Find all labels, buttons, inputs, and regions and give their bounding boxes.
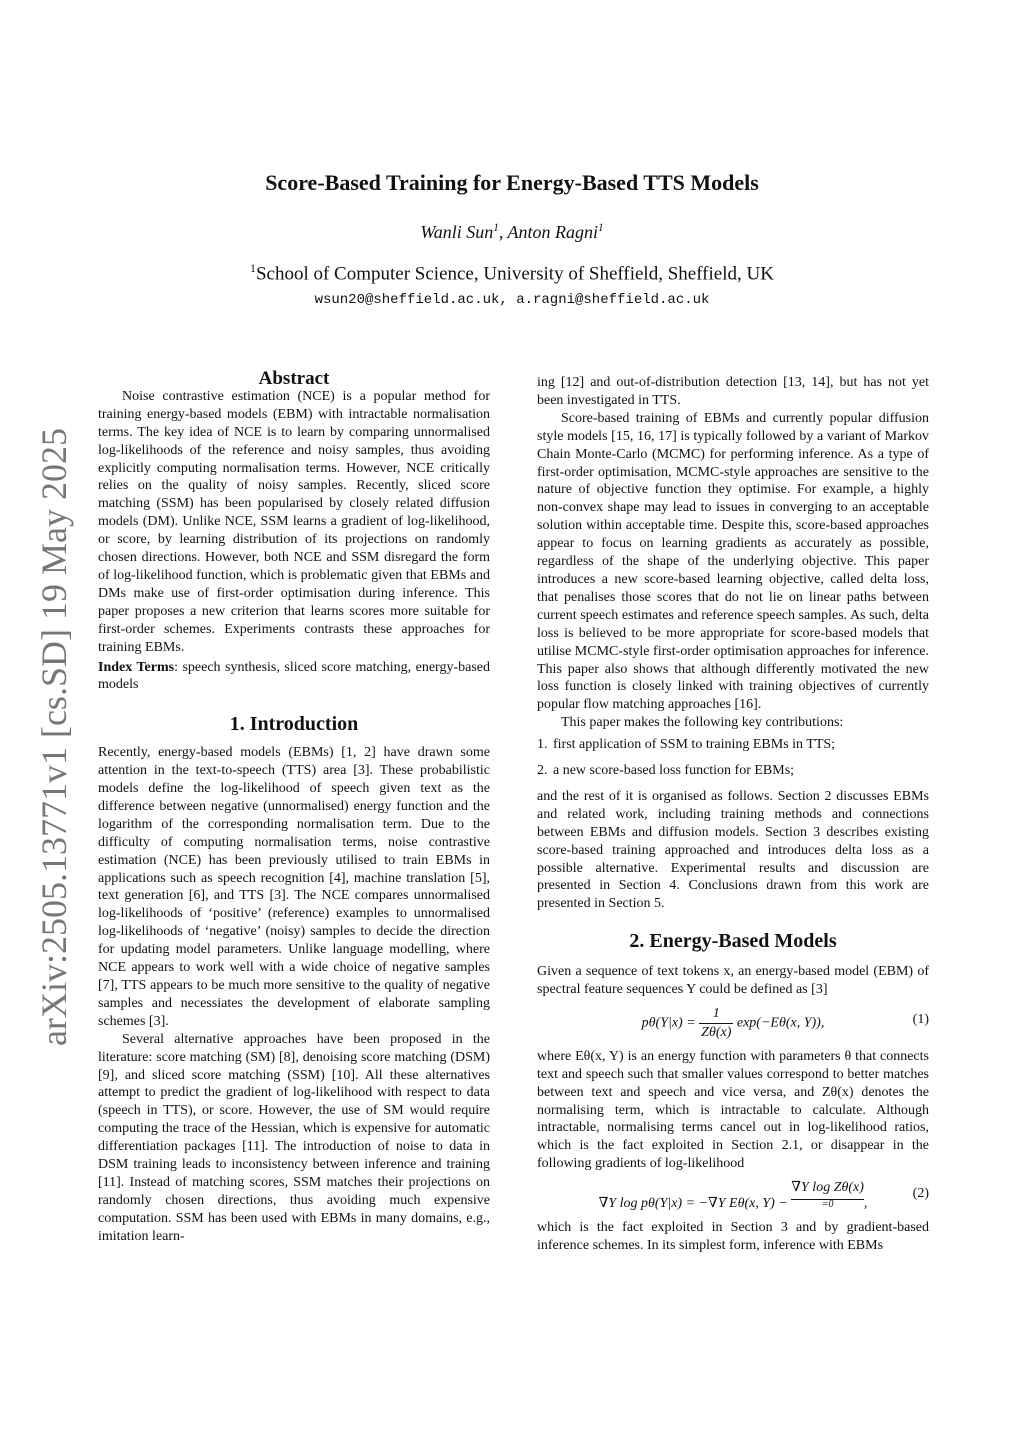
right-paragraph-1: Score-based training of EBMs and currently popular diffusion style models [15, 16, 17] is typically followed by a variant of Markov Chain Monte-Carlo (MCMC) for performing inference. As a type of first-order optimisation, MCMC-style approaches are sensitive to the nature of objective function they optimise. For example, a highly non-convex shape may lead to issues in converging to an acceptable solution within acceptable time. Despite this, score-based approaches appear to focus on learning gradients as accurately as possible, regardless of the shape of the underlying objective. This paper introduces a new score-based learning objective, called delta loss, that penalises those scores that do not lie on linear paths between current speech estimates and reference speech samples. As such, delta loss is believed to be more appropriate for score-based models that utilise MCMC-style first-order optimisation approaches for inference. This paper also shows that although differently motivated the new loss function is closely linked with training objectives of currently popular flow matching approaches [16]. bbox=[537, 410, 929, 713]
intro-paragraph-2: Several alternative approaches have been proposed in the literature: score matching (SM) [8], denoising score matching (DSM) [9], and sliced score matching (SSM) [10]. All these alternatives attempt to predict the gradient of log-likelihood with respect to data (speech in TTS), or score. However, the use of SM would require computing the trace of the Hessian, which is expensive for automatic differentiation packages [11]. The introduction of noise to data in DSM training leads to inconsistency between inference and training [11]. Instead of matching scores, SSM matches their projections on randomly chosen directions, thus avoiding much expensive computation. SSM has been used with EBMs in many domains, e.g., imitation learn- bbox=[98, 1031, 490, 1244]
contribution-text: a new score-based loss function for EBMs; bbox=[553, 763, 795, 779]
right-paragraph-4: Given a sequence of text tokens x, an energy-based model (EBM) of spectral feature sequences Y could be defined as [3] bbox=[537, 964, 929, 998]
arxiv-stamp bbox=[8, 410, 98, 1050]
eq1-lhs: pθ(Y|x) = bbox=[641, 1015, 700, 1031]
eq1-fraction bbox=[699, 1005, 733, 1042]
left-column bbox=[98, 370, 490, 1246]
eq2-tail: , bbox=[863, 1196, 868, 1212]
eq2-number: (2) bbox=[912, 1186, 929, 1202]
eq1-numerator: 1 bbox=[699, 1005, 733, 1024]
section-2-heading: 2. Energy-Based Models bbox=[629, 930, 837, 953]
eq1-rhs: exp(−Eθ(x, Y)), bbox=[736, 1015, 825, 1031]
contribution-item bbox=[537, 736, 929, 754]
eq2-brace-label: =0 bbox=[791, 1199, 864, 1210]
right-column bbox=[537, 374, 929, 1255]
author-1: Wanli Sun bbox=[420, 222, 494, 242]
eq1-denominator: Zθ(x) bbox=[701, 1024, 732, 1040]
eq2-brace-term: ∇Y log Zθ(x) bbox=[791, 1180, 864, 1196]
contributions-intro: This paper makes the following key contributions: bbox=[561, 715, 844, 731]
author-2: Anton Ragni bbox=[507, 222, 599, 242]
right-paragraph-6: which is the fact exploited in Section 3 and by gradient-based inference schemes. In its simplest form, inference with EBMs bbox=[537, 1219, 929, 1253]
section-1-heading: 1. Introduction bbox=[229, 713, 359, 736]
right-paragraph-0: ing [12] and out-of-distribution detection [13, 14], but has not yet been investigated in TTS. bbox=[537, 375, 929, 408]
author-2-affil: 1 bbox=[598, 222, 604, 234]
eq1-number: (1) bbox=[912, 1012, 929, 1027]
affiliation-mark: 1 bbox=[250, 262, 256, 275]
eq2-lhs: ∇Y log pθ(Y|x) = −∇Y Eθ(x, Y) − bbox=[598, 1196, 792, 1212]
eq2-underbrace bbox=[791, 1179, 864, 1210]
affiliation-text: School of Computer Science, University of Sheffield, Sheffield, UK bbox=[255, 263, 774, 285]
contribution-text: first application of SSM to training EBMs in TTS; bbox=[553, 737, 836, 753]
intro-paragraph-1: Recently, energy-based models (EBMs) [1, 2] have drawn some attention in the text-to-speech (TTS) area [3]. These probabilistic models define the log-likelihood of speech given text as the difference between negative (unnormalised) energy function and the logarithm of the corresponding normalisation term. Due to the difficulty of computing normalisation terms, noise contrastive estimation (NCE) has been previously utilised to train EBMs in applications such as speech recognition [4], machine translation [5], text generation [6], and TTS [3]. The NCE compares unnormalised log-likelihoods of ‘positive’ (reference) examples to unnormalised log-likelihoods of ‘negative’ (noisy) samples to decide the direction for updating model parameters. Unlike language modelling, where NCE appears to work well with a wide choice of negative samples [7], TTS appears to be much more sensitive to the quality of negative samples and necessiates the development of elaborate sampling schemes [3]. bbox=[98, 745, 490, 1029]
right-paragraph-5: where Eθ(x, Y) is an energy function with parameters θ that connects text and speech such that smaller values correspond to better matches between text and speech and vice versa, and Zθ(x) denotes the normalising term, which is intractable to calculate. Although intractable, normalising terms cancel out in log-likelihood ratios, which is the fact exploited in Section 2.1, or disappear in the following gradients of log-likelihood bbox=[537, 1048, 929, 1172]
arxiv-stamp-text: arXiv:2505.13771v1 [cs.SD] 19 May 2025 bbox=[34, 428, 74, 1046]
author-1-affil: 1 bbox=[493, 222, 499, 234]
equation-1 bbox=[537, 1005, 929, 1042]
contributions-list bbox=[537, 736, 929, 780]
index-terms bbox=[98, 659, 490, 695]
equation-2 bbox=[537, 1179, 929, 1213]
contribution-number: 2. bbox=[537, 763, 548, 779]
abstract-heading: Abstract bbox=[258, 368, 330, 389]
author-list bbox=[0, 222, 1024, 243]
abstract-body: Noise contrastive estimation (NCE) is a popular method for training energy-based models (EBM) with intractable normalisation terms. The key idea of NCE is to learn by comparing unnormalised log-likelihoods of the reference and noisy samples, thus avoiding explicitly computing normalisation terms. However, NCE critically relies on the quality of noisy samples. Recently, sliced score matching (SSM) has been popularised by closely related diffusion models (DM). Unlike NCE, SSM learns a gradient of log-likelihood, or score, by learning distribution of its projections on randomly chosen directions. However, both NCE and SSM disregard the form of log-likelihood function, which is problematic given that EBMs and DMs make use of first-order optimisation during inference. This paper proposes a new criterion that learns scores more suitable for first-order schemes. Experiments contrasts these approaches for training EBMs. bbox=[98, 388, 490, 655]
contribution-item bbox=[537, 762, 929, 780]
index-terms-label: Index Terms bbox=[98, 659, 175, 675]
author-separator: , bbox=[498, 222, 508, 242]
right-paragraph-3: and the rest of it is organised as follows. Section 2 discusses EBMs and related work, including training methods and connections between EBMs and diffusion models. Section 3 describes existing score-based training approached and introduces delta loss as a possible alternative. Experimental results and discussion are presented in Section 4. Conclusions drawn from this work are presented in Section 5. bbox=[537, 788, 929, 912]
paper-title: Score-Based Training for Energy-Based TTS Models bbox=[265, 170, 759, 195]
contribution-number: 1. bbox=[537, 737, 548, 753]
author-emails: wsun20@sheffield.ac.uk, a.ragni@sheffield.ac.uk bbox=[314, 292, 710, 308]
affiliation bbox=[0, 262, 1024, 285]
index-terms-text: : speech synthesis, sliced score matching, energy-based models bbox=[98, 659, 491, 693]
